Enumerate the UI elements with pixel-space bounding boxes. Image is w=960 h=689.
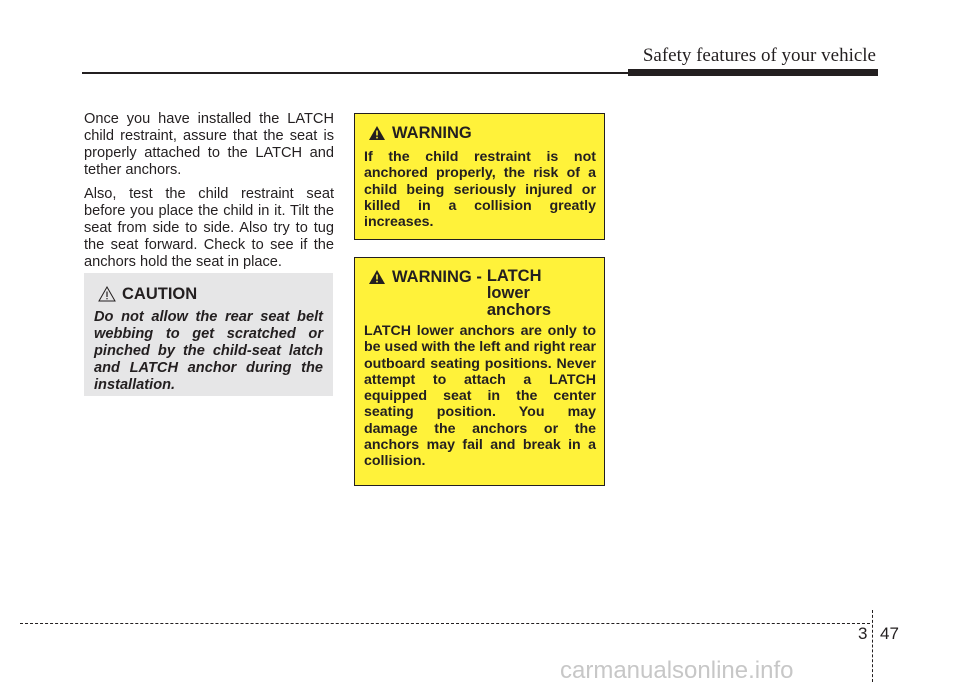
footer-divider	[872, 610, 873, 682]
warning-latch-box	[354, 257, 605, 486]
watermark: carmanualsonline.info	[560, 657, 794, 684]
chapter-number: 3	[858, 624, 868, 643]
header-rule-accent	[628, 69, 878, 76]
subtitle-line: LATCH	[486, 267, 542, 285]
caution-text: Do not allow the rear seat belt webbing to get scratched or pinched by the child-seat latch and LATCH anchor during the installation.	[94, 309, 323, 393]
subtitle-line: anchors	[486, 301, 552, 319]
warning-box	[354, 113, 605, 240]
warning-latch-subtitle	[487, 268, 551, 319]
warning-latch-heading	[368, 268, 596, 319]
warning-latch-text: LATCH lower anchors are only to be used with the left and right rear outboard seating positions. Never attempt to attach a LATCH equipped seat in the center seating position. You may damage the anchors or the anchors may fail and break in a collision.	[364, 323, 596, 470]
footer-rule	[20, 623, 870, 624]
caution-title: CAUTION	[122, 284, 198, 303]
subtitle-line: lower	[486, 284, 530, 302]
warning-triangle-icon	[368, 269, 386, 285]
warning-latch-title: WARNING -	[392, 268, 482, 286]
caution-triangle-outline-icon	[98, 286, 116, 302]
warning-text: If the child restraint is not anchored properly, the risk of a child being seriously injured or killed in a collision greatly increases.	[364, 149, 596, 231]
header-rule	[82, 72, 628, 74]
warning-heading	[368, 124, 596, 142]
warning-title: WARNING	[392, 124, 472, 142]
warning-triangle-icon	[368, 125, 386, 141]
page-number: 47	[880, 624, 899, 643]
paragraph: Also, test the child restraint seat before you place the child in it. Tilt the seat from side to side. Also try to tug the seat forward. Check to see if the anchors hold the seat in place.	[84, 186, 334, 270]
paragraph: Once you have installed the LATCH child restraint, assure that the seat is properly attached to the LATCH and tether anchors.	[84, 111, 334, 178]
section-title: Safety features of your vehicle	[642, 45, 876, 66]
body-text	[84, 111, 334, 278]
caution-heading	[98, 283, 323, 305]
caution-box	[84, 273, 333, 396]
